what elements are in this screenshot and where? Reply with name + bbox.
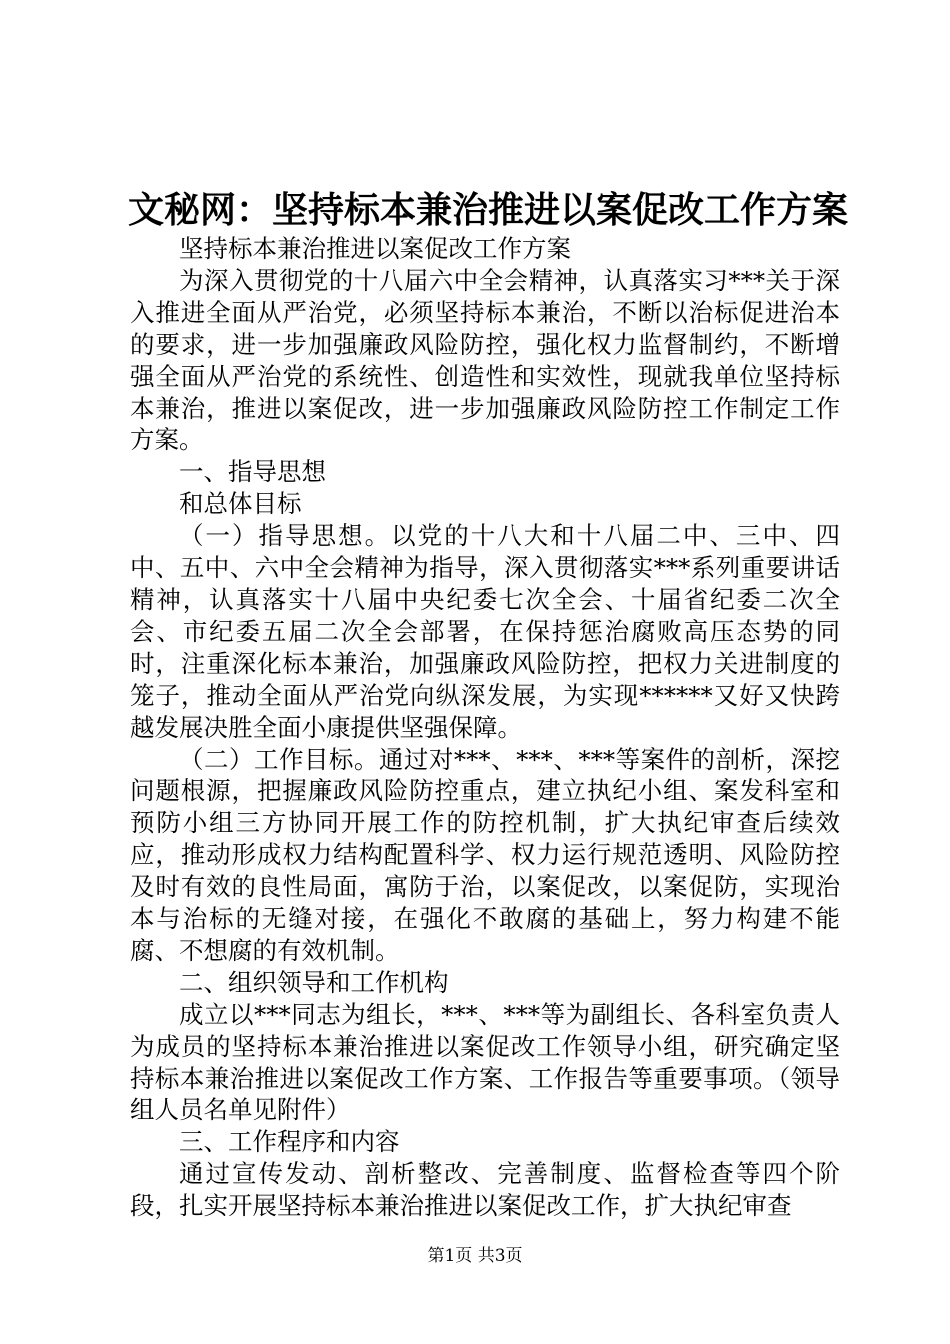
paragraph-subtitle: 坚持标本兼治推进以案促改工作方案 [179,234,571,263]
document-body [130,233,840,1222]
paragraph-procedure: 通过宣传发动、剖析整改、完善制度、监督检查等四个阶段，扎实开展坚持标本兼治推进以案促改工作，扩大执纪审查 [130,1159,840,1221]
paragraph-guiding-thought: （一）指导思想。以党的十八大和十八届二中、三中、四中、五中、六中全会精神为指导，深入贯彻落实***系列重要讲话精神，认真落实十八届中央纪委七次全会、十届省纪委二次全会、市纪委五届二次全会部署，在保持惩治腐败高压态势的同时，注重深化标本兼治，加强廉政风险防控，把权力关进制度的笼子，推动全面从严治党向纵深发展，为实现******又好又快跨越发展决胜全面小康提供坚强保障。 [130,521,840,742]
heading-guiding-thought: 一、指导思想 [179,457,326,487]
paragraph-work-goal: （二）工作目标。通过对***、***、***等案件的剖析，深挖问题根源，把握廉政风险防控重点，建立执纪小组、案发科室和预防小组三方协同开展工作的防控机制，扩大执纪审查后续效应，推动形成权力结构配置科学、权力运行规范透明、风险防控及时有效的良性局面，寓防于治，以案促改，以案促防，实现治本与治标的无缝对接，在强化不敢腐的基础上，努力构建不能腐、不想腐的有效机制。 [130,744,840,965]
paragraph-intro: 为深入贯彻党的十八届六中全会精神，认真落实习***关于深入推进全面从严治党，必须坚持标本兼治，不断以治标促进治本的要求，进一步加强廉政风险防控，强化权力监督制约，不断增强全面从严治党的系统性、创造性和实效性，现就我单位坚持标本兼治，推进以案促改，进一步加强廉政风险防控工作制定工作方案。 [130,265,840,455]
heading-procedure: 三、工作程序和内容 [179,1127,400,1157]
page-number-footer: 第1页 共3页 [427,1246,523,1266]
paragraph-organization: 成立以***同志为组长，***、***等为副组长、各科室负责人为成员的坚持标本兼治推进以案促改工作领导小组，研究确定坚持标本兼治推进以案促改工作方案、工作报告等重要事项。（领导组人员名单见附件） [130,999,840,1125]
heading-overall-goal: 和总体目标 [179,489,302,519]
document-title: 文秘网：坚持标本兼治推进以案促改工作方案 [128,189,849,231]
heading-organization: 二、组织领导和工作机构 [179,967,449,997]
